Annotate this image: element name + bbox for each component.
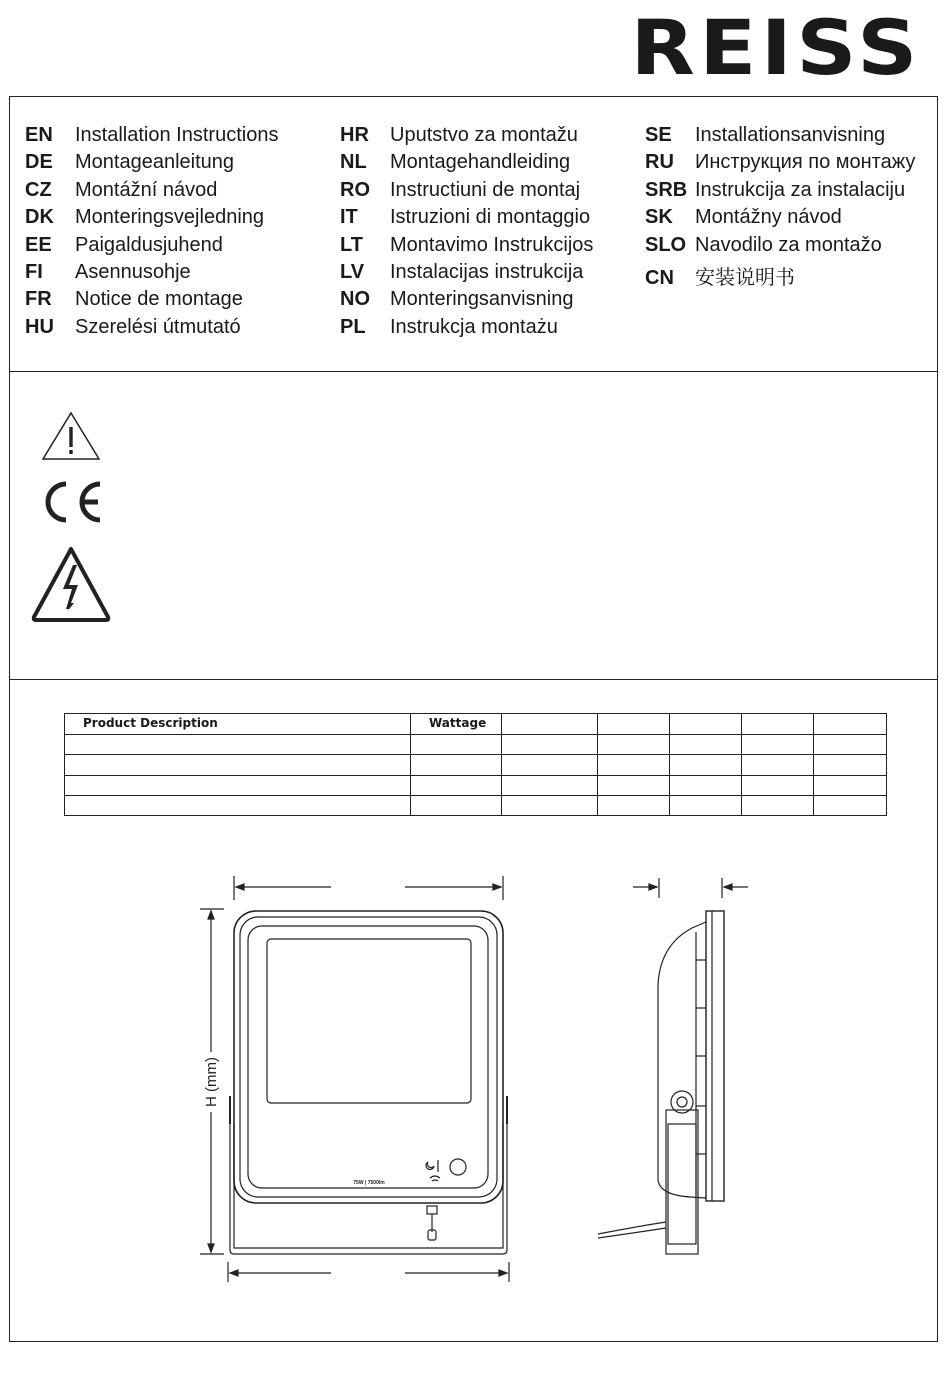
language-title: Szerelési útmutató xyxy=(75,315,241,338)
language-code: EN xyxy=(25,124,53,146)
ce-mark-icon xyxy=(38,478,106,526)
header-empty xyxy=(598,714,670,735)
table-cell xyxy=(814,755,887,775)
language-title: Instrukcja montażu xyxy=(390,315,558,338)
table-cell xyxy=(65,755,411,775)
language-title: Asennusohje xyxy=(75,260,191,283)
table-cell xyxy=(65,775,411,795)
language-item xyxy=(645,124,915,151)
language-code: NO xyxy=(340,288,370,311)
table-cell xyxy=(814,775,887,795)
table-cell xyxy=(65,795,411,815)
language-code: DE xyxy=(25,151,53,174)
language-title: Montážny návod xyxy=(695,206,842,229)
language-item xyxy=(340,151,593,178)
table-cell xyxy=(598,775,670,795)
language-title: Instrukcija za instalaciju xyxy=(695,178,906,201)
warning-triangle-icon xyxy=(40,410,102,462)
language-code: SRB xyxy=(645,178,688,201)
language-title: Paigaldusjuhend xyxy=(75,233,223,256)
section-divider-1 xyxy=(9,371,938,372)
language-code: DK xyxy=(25,206,54,229)
table-cell xyxy=(411,775,502,795)
language-title: Monteringsvejledning xyxy=(75,206,265,229)
language-code: SLO xyxy=(645,233,687,256)
language-item xyxy=(645,206,915,233)
language-code: NL xyxy=(340,151,367,174)
table-cell xyxy=(411,755,502,775)
product-rating-label: 75W | 7500lm xyxy=(353,1180,385,1186)
table-cell xyxy=(65,735,411,755)
section-divider-2 xyxy=(9,679,938,680)
language-title: Notice de montage xyxy=(75,288,243,311)
language-title: Monteringsanvisning xyxy=(390,288,574,311)
language-item xyxy=(340,179,593,206)
language-title: Montážní návod xyxy=(75,178,218,201)
header-empty xyxy=(742,714,814,735)
table-cell xyxy=(598,735,670,755)
language-item xyxy=(645,179,915,206)
table-cell xyxy=(598,795,670,815)
table-cell xyxy=(502,735,598,755)
table-row xyxy=(65,795,887,815)
table-cell xyxy=(742,775,814,795)
language-title: 安装说明书 xyxy=(695,266,795,289)
language-title: Instalacijas instrukcija xyxy=(390,260,584,283)
language-code: CZ xyxy=(25,178,52,201)
table-cell xyxy=(742,755,814,775)
language-column-3 xyxy=(645,124,915,288)
language-code: SK xyxy=(645,206,673,229)
language-code: LV xyxy=(340,260,365,283)
language-code: IT xyxy=(340,206,358,229)
language-title: Installationsanvisning xyxy=(695,124,886,146)
table-cell xyxy=(411,795,502,815)
language-item xyxy=(645,151,915,178)
language-code: SE xyxy=(645,124,672,146)
brand-logo: REISS xyxy=(630,3,922,92)
table-cell xyxy=(814,795,887,815)
product-dimension-drawing xyxy=(190,870,770,1290)
electric-hazard-icon xyxy=(30,545,112,623)
table-cell xyxy=(502,795,598,815)
language-item xyxy=(340,288,593,315)
language-item xyxy=(25,288,278,315)
header-product-description: Product Description xyxy=(65,714,411,735)
language-code: FR xyxy=(25,288,52,311)
language-item xyxy=(340,316,593,343)
language-item xyxy=(340,261,593,288)
header-wattage: Wattage xyxy=(411,714,502,735)
language-item xyxy=(25,316,278,343)
language-code: CN xyxy=(645,266,674,289)
table-cell xyxy=(502,755,598,775)
language-item xyxy=(340,234,593,261)
language-item xyxy=(25,206,278,233)
language-code: FI xyxy=(25,260,43,283)
header-empty xyxy=(814,714,887,735)
language-code: HR xyxy=(340,124,369,146)
table-cell xyxy=(502,775,598,795)
language-code: PL xyxy=(340,315,366,338)
table-cell xyxy=(670,795,742,815)
language-title: Montavimo Instrukcijos xyxy=(390,233,594,256)
language-item xyxy=(25,151,278,178)
language-title: Instructiuni de montaj xyxy=(390,178,581,201)
product-spec-table xyxy=(64,713,887,816)
table-cell xyxy=(598,755,670,775)
language-code: RO xyxy=(340,178,370,201)
language-item xyxy=(25,124,278,151)
header-empty xyxy=(502,714,598,735)
language-title: Инструкция по монтажу xyxy=(695,151,916,174)
language-title: Uputstvo za montažu xyxy=(390,124,578,146)
height-dimension-label: H (mm) xyxy=(203,1057,220,1107)
language-item xyxy=(25,261,278,288)
language-column-2 xyxy=(340,124,593,343)
language-code: LT xyxy=(340,233,363,256)
language-item xyxy=(340,124,593,151)
language-item xyxy=(645,234,915,261)
table-row xyxy=(65,775,887,795)
table-row xyxy=(65,735,887,755)
language-title: Montagehandleiding xyxy=(390,151,571,174)
language-title: Installation Instructions xyxy=(75,124,279,146)
language-column-1 xyxy=(25,124,278,343)
language-title: Montageanleitung xyxy=(75,151,235,174)
table-cell xyxy=(670,775,742,795)
language-item xyxy=(25,234,278,261)
table-cell xyxy=(670,735,742,755)
language-code: EE xyxy=(25,233,52,256)
table-cell xyxy=(670,755,742,775)
table-row xyxy=(65,755,887,775)
language-code: RU xyxy=(645,151,674,174)
table-cell xyxy=(742,795,814,815)
language-item xyxy=(25,179,278,206)
table-cell xyxy=(814,735,887,755)
header-empty xyxy=(670,714,742,735)
language-item xyxy=(340,206,593,233)
language-code: HU xyxy=(25,315,54,338)
language-title: Navodilo za montažo xyxy=(695,233,882,256)
language-title: Istruzioni di montaggio xyxy=(390,206,591,229)
table-cell xyxy=(742,735,814,755)
language-item xyxy=(645,261,915,288)
table-cell xyxy=(411,735,502,755)
